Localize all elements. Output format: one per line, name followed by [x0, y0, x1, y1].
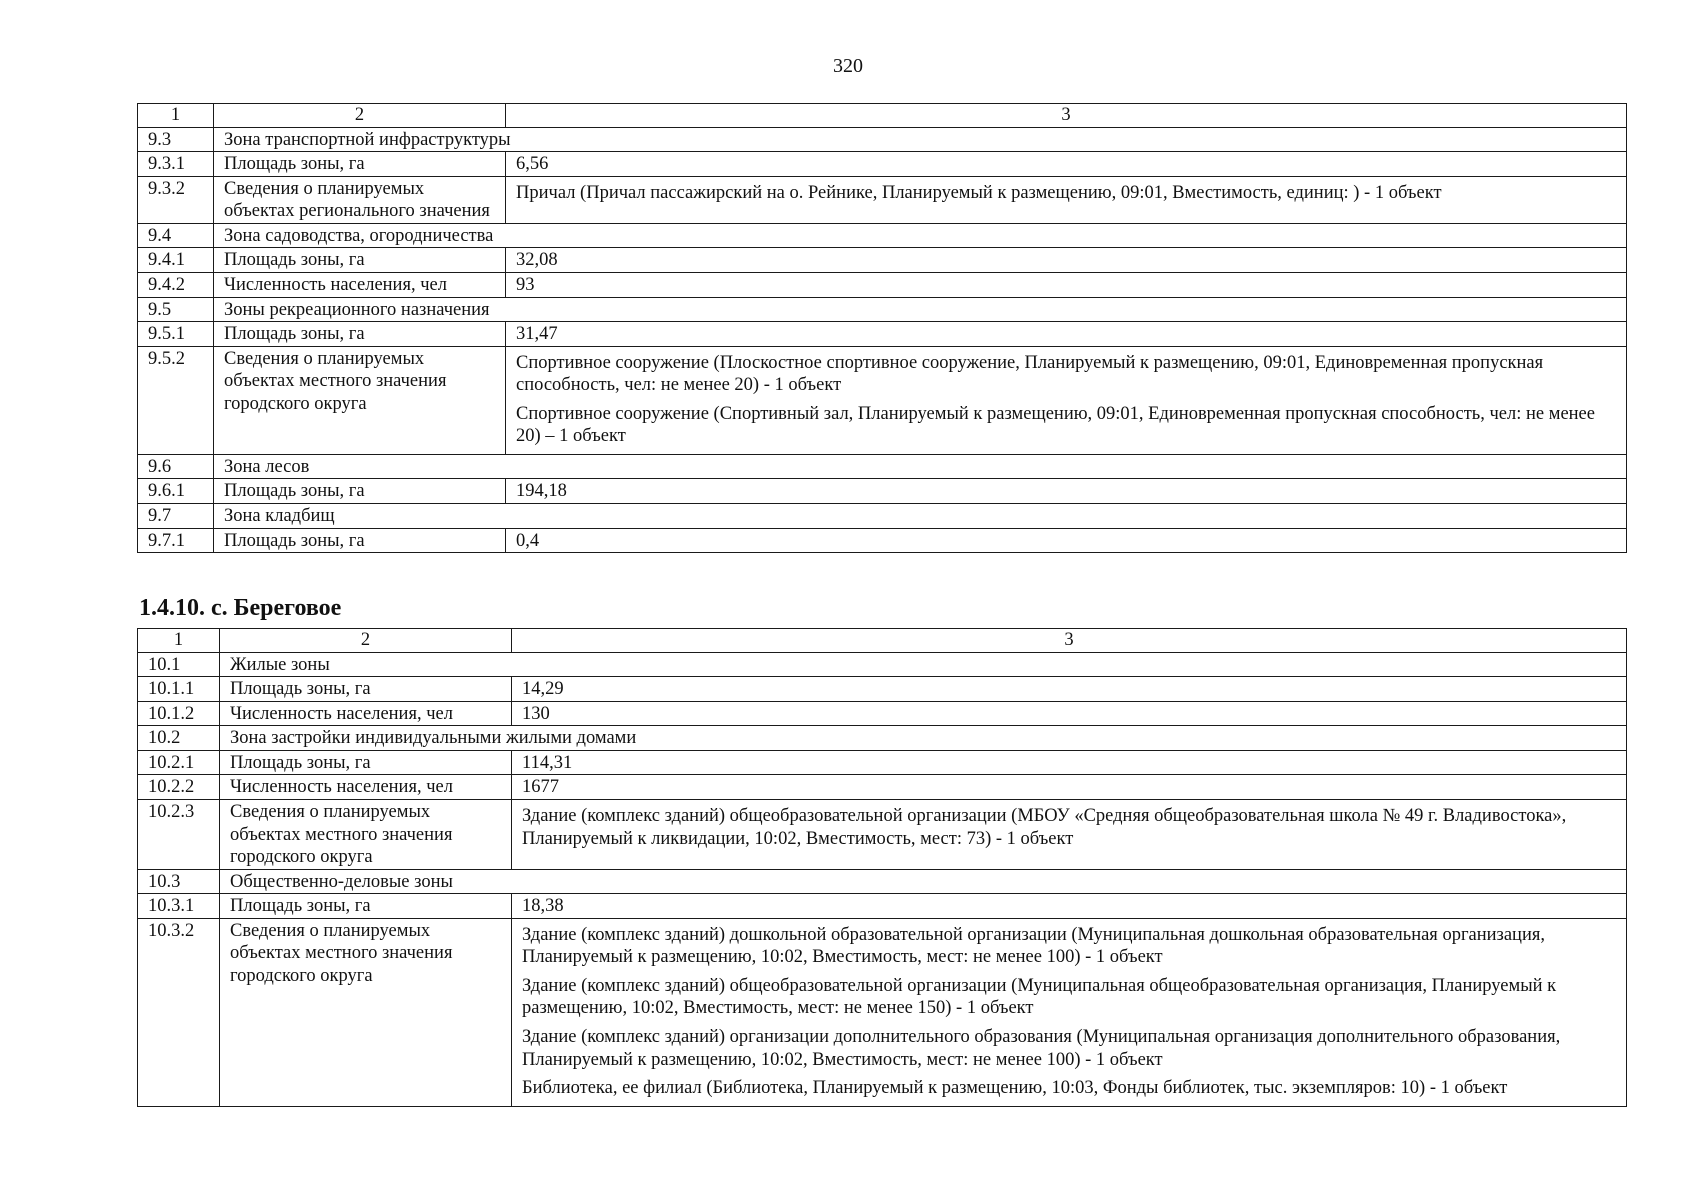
- planned-object-item: Здание (комплекс зданий) общеобразовательной организации (МБОУ «Средняя общеобразовательная школа № 49 г. Владивостока», Планируемый к ликвидации, 10:02, Вместимость, мест: 73) - 1 объект: [522, 805, 1567, 849]
- table-row: [138, 127, 1627, 152]
- table-row: [138, 322, 1627, 347]
- planned-object-item: Здание (комплекс зданий) общеобразовательной организации (Муниципальная общеобразовательная организация, Планируемый к размещению, 10:02, Вместимость, мест: не менее 150) - 1 объект: [522, 975, 1557, 1019]
- section-heading: 1.4.10. с. Береговое: [139, 595, 342, 621]
- indicator-value-cell: 31,47: [506, 322, 1627, 347]
- table-row: [138, 894, 1627, 919]
- zones-table-2: [137, 628, 1627, 1107]
- indicator-name-cell: Площадь зоны, га: [220, 677, 512, 702]
- zones-table-1-body: [138, 104, 1627, 553]
- page-number: 320: [833, 55, 863, 77]
- table-row: [138, 272, 1627, 297]
- table-row: [138, 454, 1627, 479]
- indicator-value-cell: 194,18: [506, 479, 1627, 504]
- zone-title-cell: Зоны рекреационного назначения: [214, 297, 1627, 322]
- indicator-name-cell: Сведения о планируемых объектах регионального значения: [214, 176, 506, 223]
- indicator-value-cell: 6,56: [506, 152, 1627, 177]
- planned-object-item: Причал (Причал пассажирский на о. Рейнике, Планируемый к размещению, 09:01, Вместимость, единиц: ) - 1 объект: [516, 182, 1442, 203]
- row-number-cell: 10.2.3: [138, 799, 220, 869]
- indicator-name-cell: Площадь зоны, га: [214, 322, 506, 347]
- zone-title-cell: Зона кладбищ: [214, 504, 1627, 529]
- row-number-cell: 10.1: [138, 652, 220, 677]
- planned-object-item: Здание (комплекс зданий) организации дополнительного образования (Муниципальная организация дополнительного образования, Планируемый к размещению, 10:02, Вместимость, мест: не менее 100) - 1 объект: [522, 1027, 1561, 1070]
- row-number-cell: 10.3: [138, 869, 220, 894]
- row-number-cell: 9.3.2: [138, 176, 214, 223]
- table-row: [138, 775, 1627, 800]
- row-number-cell: 9.6: [138, 454, 214, 479]
- indicator-name-cell: Сведения о планируемых объектах местного значения городского округа: [220, 918, 512, 1106]
- zone-title-cell: Зона застройки индивидуальными жилыми домами: [220, 726, 1627, 751]
- indicator-value-cell: 114,31: [512, 750, 1627, 775]
- indicator-value-cell: 130: [512, 701, 1627, 726]
- row-number-cell: 10.2.2: [138, 775, 220, 800]
- table-header-row: [138, 104, 1627, 128]
- table-row: [138, 701, 1627, 726]
- indicator-name-cell: Численность населения, чел: [214, 272, 506, 297]
- planned-object-item: Спортивное сооружение (Плоскостное спортивное сооружение, Планируемый к размещению, 09:01, Единовременная пропускная способность, чел: не менее 20) - 1 объект: [516, 352, 1544, 396]
- row-number-cell: 9.4.1: [138, 248, 214, 273]
- row-number-cell: 9.6.1: [138, 479, 214, 504]
- planned-object-item: Здание (комплекс зданий) дошкольной образовательной организации (Муниципальная дошкольная образовательная организация, Планируемый к размещению, 10:02, Вместимость, мест: не менее 100) - 1 объект: [522, 924, 1545, 968]
- planned-object-item: Спортивное сооружение (Спортивный зал, Планируемый к размещению, 09:01, Единовременная пропускная способность, чел: не менее 20) – 1 объект: [516, 403, 1595, 447]
- table-row: [138, 346, 1627, 454]
- row-number-cell: 9.4: [138, 223, 214, 248]
- indicator-value-cell: 0,4: [506, 528, 1627, 553]
- header-cell: 1: [138, 104, 214, 128]
- indicator-value-cell: 14,29: [512, 677, 1627, 702]
- row-number-cell: 9.3: [138, 127, 214, 152]
- row-number-cell: 9.5.2: [138, 346, 214, 454]
- zones-table-2-body: [138, 629, 1627, 1107]
- row-number-cell: 9.3.1: [138, 152, 214, 177]
- indicator-name-cell: Площадь зоны, га: [214, 248, 506, 273]
- table-row: [138, 504, 1627, 529]
- indicator-name-cell: Численность населения, чел: [220, 775, 512, 800]
- planned-object-item: Библиотека, ее филиал (Библиотека, Планируемый к размещению, 10:03, Фонды библиотек, тыс. экземпляров: 10) - 1 объект: [522, 1078, 1508, 1099]
- row-number-cell: 10.1.1: [138, 677, 220, 702]
- row-number-cell: 10.3.1: [138, 894, 220, 919]
- table-row: [138, 750, 1627, 775]
- row-number-cell: 9.7: [138, 504, 214, 529]
- row-number-cell: 9.5.1: [138, 322, 214, 347]
- header-cell: 3: [512, 629, 1627, 653]
- planned-objects-cell: [512, 918, 1627, 1106]
- table-row: [138, 297, 1627, 322]
- indicator-name-cell: Численность населения, чел: [220, 701, 512, 726]
- zone-title-cell: Зона садоводства, огородничества: [214, 223, 1627, 248]
- header-cell: 3: [506, 104, 1627, 128]
- indicator-name-cell: Площадь зоны, га: [214, 152, 506, 177]
- zone-title-cell: Зона лесов: [214, 454, 1627, 479]
- indicator-value-cell: 32,08: [506, 248, 1627, 273]
- indicator-value-cell: 93: [506, 272, 1627, 297]
- indicator-name-cell: Площадь зоны, га: [214, 479, 506, 504]
- indicator-name-cell: Площадь зоны, га: [220, 750, 512, 775]
- indicator-name-cell: Сведения о планируемых объектах местного значения городского округа: [220, 799, 512, 869]
- header-cell: 1: [138, 629, 220, 653]
- indicator-value-cell: 1677: [512, 775, 1627, 800]
- zone-title-cell: Жилые зоны: [220, 652, 1627, 677]
- table-row: [138, 652, 1627, 677]
- row-number-cell: 10.3.2: [138, 918, 220, 1106]
- table-header-row: [138, 629, 1627, 653]
- table-row: [138, 799, 1627, 869]
- table-row: [138, 677, 1627, 702]
- table-row: [138, 223, 1627, 248]
- table-row: [138, 726, 1627, 751]
- row-number-cell: 10.2: [138, 726, 220, 751]
- table-row: [138, 176, 1627, 223]
- planned-objects-cell: [512, 799, 1627, 869]
- table-row: [138, 248, 1627, 273]
- zones-table-1: [137, 103, 1627, 553]
- indicator-name-cell: Площадь зоны, га: [220, 894, 512, 919]
- indicator-name-cell: Площадь зоны, га: [214, 528, 506, 553]
- header-cell: 2: [220, 629, 512, 653]
- header-cell: 2: [214, 104, 506, 128]
- table-row: [138, 869, 1627, 894]
- indicator-name-cell: Сведения о планируемых объектах местного значения городского округа: [214, 346, 506, 454]
- row-number-cell: 10.2.1: [138, 750, 220, 775]
- zone-title-cell: Зона транспортной инфраструктуры: [214, 127, 1627, 152]
- row-number-cell: 9.7.1: [138, 528, 214, 553]
- table-row: [138, 918, 1627, 1106]
- indicator-value-cell: 18,38: [512, 894, 1627, 919]
- row-number-cell: 9.5: [138, 297, 214, 322]
- row-number-cell: 9.4.2: [138, 272, 214, 297]
- zone-title-cell: Общественно-деловые зоны: [220, 869, 1627, 894]
- table-row: [138, 152, 1627, 177]
- planned-objects-cell: [506, 176, 1627, 223]
- table-row: [138, 479, 1627, 504]
- row-number-cell: 10.1.2: [138, 701, 220, 726]
- table-row: [138, 528, 1627, 553]
- planned-objects-cell: [506, 346, 1627, 454]
